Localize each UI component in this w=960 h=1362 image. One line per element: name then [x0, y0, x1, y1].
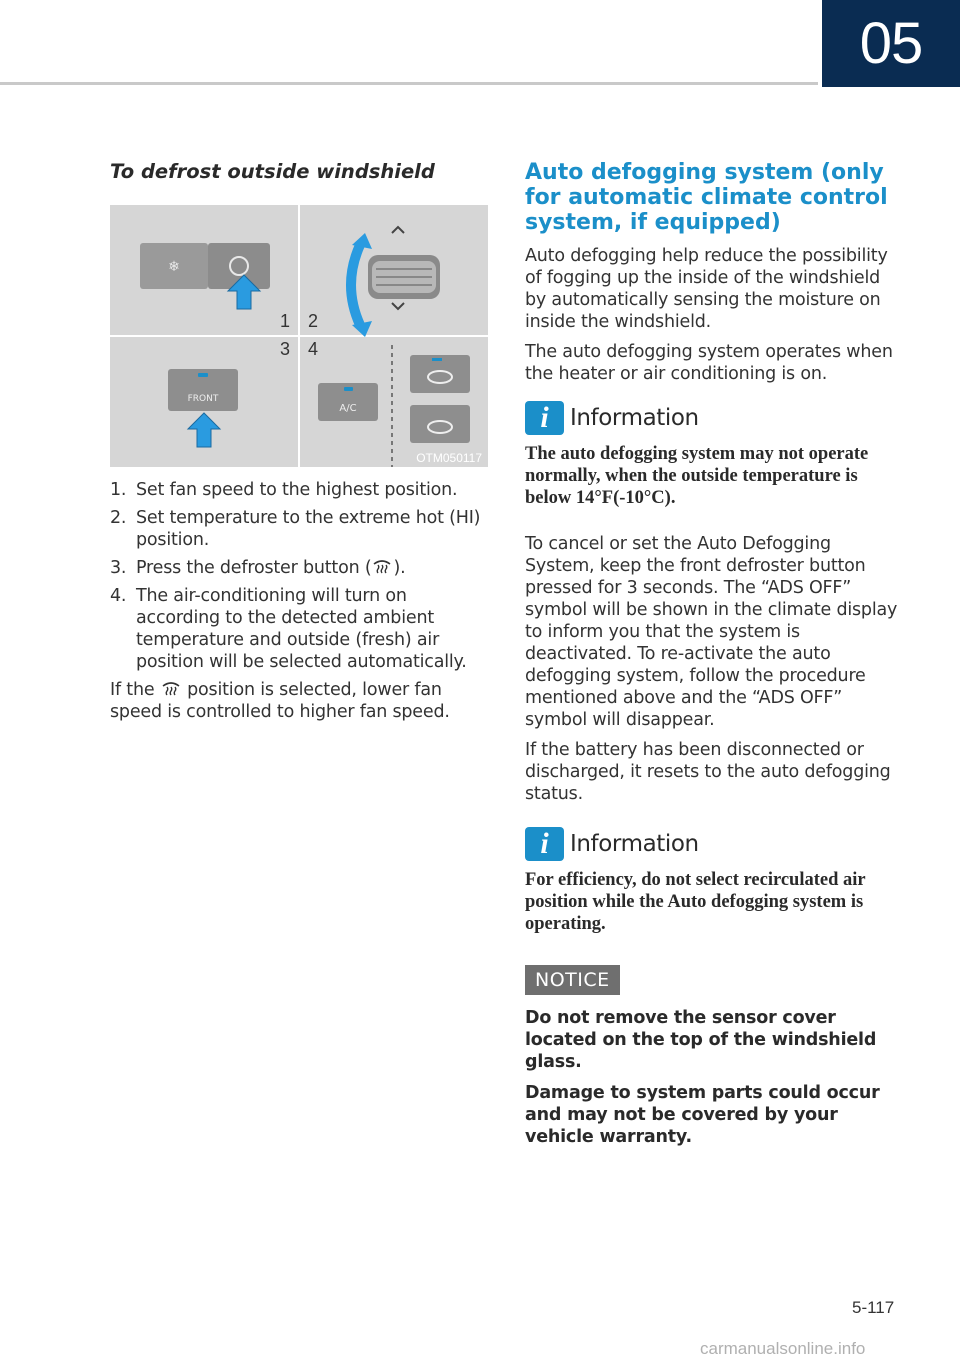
chapter-number: 05 [822, 0, 960, 87]
section-heading-auto-defog: Auto defogging system (only for automatic climate control system, if equipped) [525, 160, 888, 235]
quadrant-label-1: 1 [280, 311, 291, 331]
information-text: The auto defogging system may not operate normally, when the outside temperature is below 14°F(-10°C). [525, 444, 869, 508]
page-number: 5-117 [852, 1298, 895, 1317]
right-column [525, 160, 905, 1157]
fan-speed-note: If the position is selected, lower fan speed is controlled to higher fan speed. [110, 680, 450, 722]
defroster-icon [372, 559, 392, 575]
quadrant-label-3: 3 [280, 339, 291, 359]
figure-id: OTM050117 [416, 451, 482, 465]
section-heading-defrost: To defrost outside windshield [110, 160, 435, 183]
information-title: Information [570, 405, 699, 431]
information-header [525, 827, 905, 861]
svg-text:❄: ❄ [168, 259, 180, 275]
paragraph: Auto defogging help reduce the possibility of fogging up the inside of the windshield by automatically sensing the moisture on inside the windshield. [525, 246, 888, 332]
list-item: 1. Set fan speed to the highest position. [110, 480, 458, 500]
information-header [525, 401, 905, 435]
paragraph: If the battery has been disconnected or discharged, it resets to the auto defogging status. [525, 740, 891, 804]
left-column [110, 160, 488, 731]
notice-badge: NOTICE [525, 965, 620, 995]
information-title: Information [570, 831, 699, 857]
info-icon: i [525, 401, 564, 435]
info-icon: i [525, 827, 564, 861]
paragraph: The auto defogging system operates when the heater or air conditioning is on. [525, 342, 893, 384]
list-item: 2. Set temperature to the extreme hot (HI) position. [110, 508, 481, 550]
defrost-steps [110, 479, 488, 673]
defrost-illustration [110, 205, 488, 467]
ac-label: A/C [339, 403, 357, 414]
notice-text: Damage to system parts could occur and may not be covered by your vehicle warranty. [525, 1083, 880, 1147]
quadrant-label-2: 2 [308, 311, 319, 331]
watermark: carmanualsonline.info [700, 1339, 866, 1358]
defroster-icon [161, 681, 181, 697]
front-label: FRONT [187, 394, 219, 404]
list-item: 4. The air-conditioning will turn on according to the detected ambient temperature and outside (fresh) air position will be selected automatically. [110, 586, 467, 672]
climate-panel-illustration [110, 205, 488, 467]
notice-text: Do not remove the sensor cover located on the top of the windshield glass. [525, 1008, 877, 1072]
header-rule [0, 82, 818, 85]
information-text: For efficiency, do not select recirculated air position while the Auto defogging system is operating. [525, 870, 866, 934]
list-item: 3. Press the defroster button ( ). [110, 558, 406, 578]
paragraph: To cancel or set the Auto Defogging System, keep the front defroster button pressed for 3 seconds. The “ADS OFF” symbol will be shown in the climate display to inform you that the system is deactivated. To re-activate the auto defogging system, follow the procedure mentioned above and the “ADS OFF” symbol will disappear. [525, 534, 898, 730]
quadrant-label-4: 4 [308, 339, 319, 359]
